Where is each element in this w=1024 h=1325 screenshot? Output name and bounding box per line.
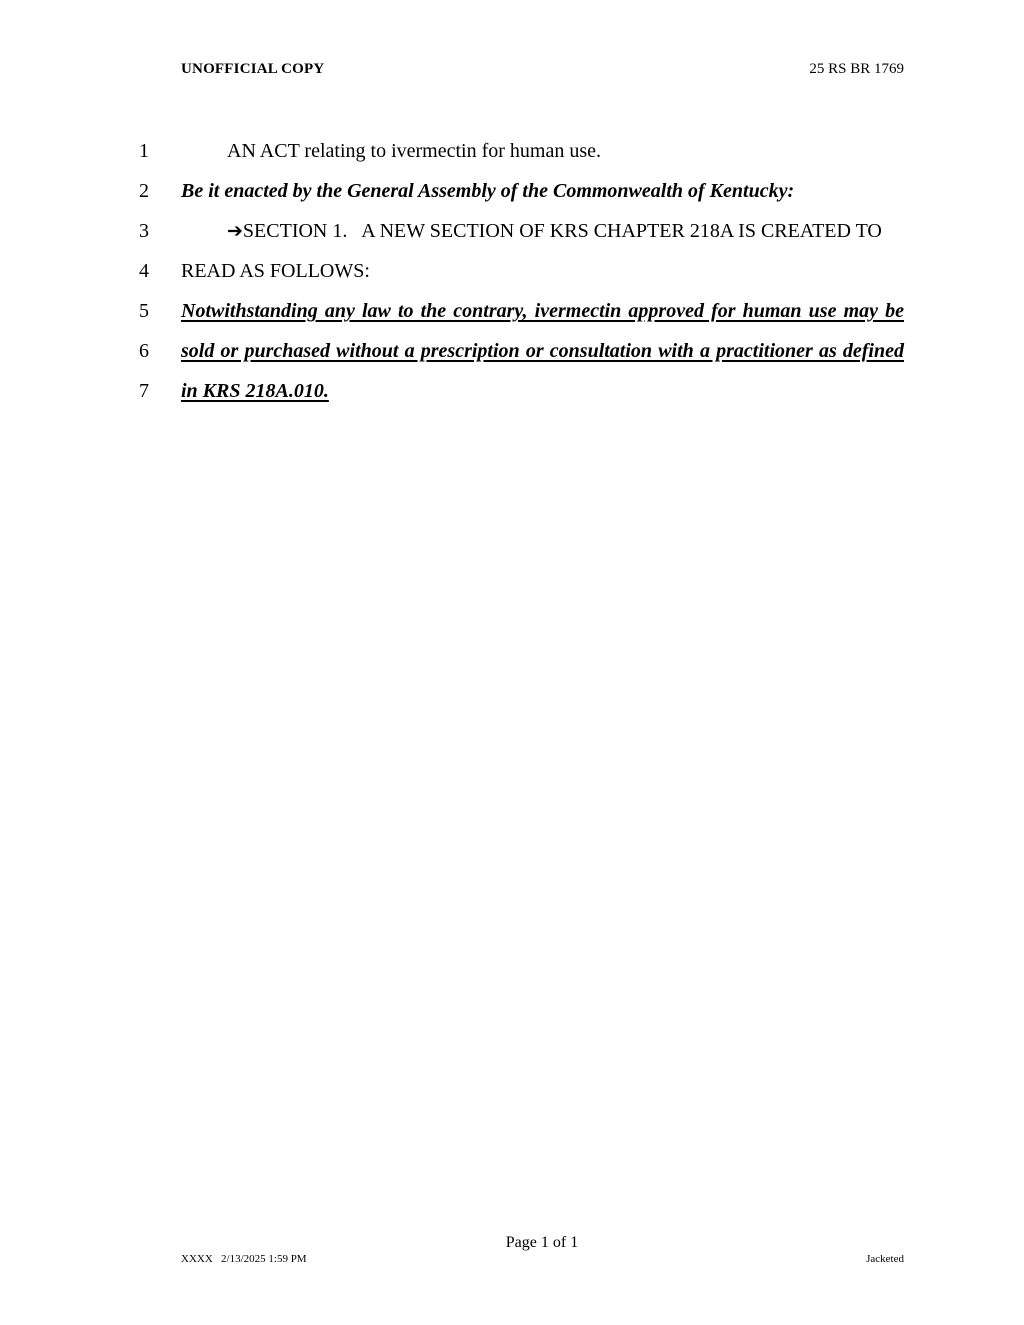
line-number: 4 — [139, 260, 149, 282]
line-number: 7 — [139, 380, 149, 402]
line-number: 1 — [139, 140, 149, 162]
document-line-5 — [0, 300, 1024, 330]
section-heading-continued: READ AS FOLLOWS: — [181, 260, 370, 282]
header-bill-request-number: 25 RS BR 1769 — [809, 61, 904, 77]
line-number: 5 — [139, 300, 149, 322]
document-line-1 — [0, 140, 1024, 170]
new-statute-text: Notwithstanding any law to the contrary, ivermectin approved for human use may be — [181, 300, 904, 322]
line-number: 2 — [139, 180, 149, 202]
arrow-right-icon: ➔ — [227, 221, 243, 242]
section-heading-text: SECTION 1. A NEW SECTION OF KRS CHAPTER 218A IS CREATED TO — [242, 220, 882, 242]
header-unofficial-copy: UNOFFICIAL COPY — [181, 61, 325, 77]
document-line-6 — [0, 340, 1024, 370]
document-line-7 — [0, 380, 1024, 410]
page-number: Page 1 of 1 — [505, 1234, 579, 1251]
new-statute-text: sold or purchased without a prescription or consultation with a practitioner as defined — [181, 340, 904, 362]
document-line-2 — [0, 180, 1024, 210]
footer-status: Jacketed — [866, 1253, 904, 1265]
enacting-clause: Be it enacted by the General Assembly of the Commonwealth of Kentucky: — [181, 180, 795, 202]
act-title: AN ACT relating to ivermectin for human use. — [227, 140, 601, 162]
document-line-4 — [0, 260, 1024, 290]
footer-timestamp: XXXX 2/13/2025 1:59 PM — [181, 1253, 307, 1265]
line-number: 3 — [139, 220, 149, 242]
document-line-3 — [0, 220, 1024, 250]
line-number: 6 — [139, 340, 149, 362]
new-statute-text: in KRS 218A.010. — [181, 380, 329, 402]
section-heading — [227, 220, 882, 243]
